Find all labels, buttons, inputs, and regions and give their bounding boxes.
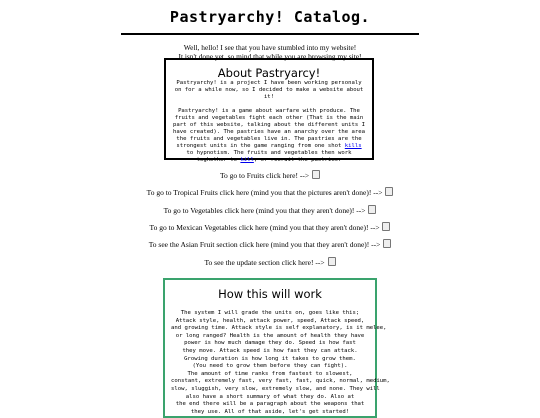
- page-title: Pastryarchy! Catalog.: [169, 8, 371, 26]
- about-heading: About Pastryarcy!: [217, 66, 321, 80]
- nav-label-vegetables: To go to Vegetables click here (mind you that they aren't done)! -->: [163, 206, 366, 215]
- kills-link[interactable]: kills: [344, 143, 362, 149]
- nav-row-asian-fruit: [0, 239, 540, 250]
- mexican-vegetables-button[interactable]: [382, 222, 390, 231]
- nav-row-vegetables: [0, 205, 540, 216]
- nav-row-updates: [0, 257, 540, 268]
- about-paragraph-1: Pastryarchy! is a project I have been working personaly on for a while now, so I decided to make a website about it!: [174, 80, 364, 100]
- how-line: the end there will be a paragraph about the weapons that: [175, 401, 365, 408]
- nav-label-updates: To see the update section click here! -->: [204, 258, 325, 267]
- how-line: or long ranged? Health is the amount of health they have: [175, 332, 365, 339]
- about-paragraph-2-start: Pastryarchy! is a game about warfare with produce. The fruits and vegetables fight each other (That is the main part of this website, talking about the different units I have created). The pastries have an anarchy over the area the fruits and vegetables live in. The pastries are the strongest units in the game ranging from one shot: [173, 108, 365, 149]
- tropical-fruits-button[interactable]: [385, 187, 393, 196]
- vegetables-button[interactable]: [368, 205, 376, 214]
- about-paragraph-2: [172, 108, 366, 164]
- fruits-button[interactable]: [312, 170, 320, 179]
- how-text: [171, 310, 390, 416]
- about-text: [172, 80, 366, 164]
- about-paragraph-2-middle: to hypnotism. The fruits and vegetables then work toghether to: [186, 150, 352, 163]
- how-line: they move. Attack speed is how fast they can attack.: [182, 347, 358, 354]
- how-it-works-section: [163, 278, 390, 418]
- how-line: they use. All of that aside, let's get started!: [190, 408, 350, 415]
- how-line: The amount of time ranks from fastest to slowest,: [187, 370, 353, 377]
- kill-link[interactable]: kill: [240, 157, 254, 163]
- asian-fruit-button[interactable]: [383, 239, 391, 248]
- how-line: constant, extremely fast, very fast, fast, quick, normal, medium,: [171, 378, 390, 385]
- nav-label-tropical-fruits: To go to Tropical Fruits click here (mind you that the pictures aren't done)! -->: [146, 188, 383, 197]
- how-line: The system I will grade the units on, goes like this;: [180, 310, 360, 316]
- how-line: Attack style, health, attack power, speed, Attack speed,: [175, 317, 365, 324]
- how-line: power is how much damage they do. Speed is how fast: [184, 340, 356, 347]
- how-line: (You need to grow them before they can fight).: [192, 363, 348, 370]
- nav-label-fruits: To go to Fruits click here! -->: [220, 171, 310, 180]
- nav-row-tropical-fruits: [0, 187, 540, 198]
- how-line: Growing duration is how long it takes to grow them.: [184, 355, 356, 362]
- nav-row-mexican-vegetables: [0, 222, 540, 233]
- about-paragraph-2-end: , or recruit the pastries.: [253, 157, 342, 163]
- nav-label-mexican-vegetables: To go to Mexican Vegetables click here (mind you that they aren't done)! -->: [149, 223, 380, 232]
- how-line: and growing time. Attack style is self explanatory, is it melee,: [171, 325, 387, 332]
- how-line: slow, sluggish, very slow, extremely slow, and none. They will: [171, 385, 380, 392]
- nav-label-asian-fruit: To see the Asian Fruit section click here (mind you that they aren't done)! -->: [148, 240, 381, 249]
- updates-button[interactable]: [328, 257, 336, 266]
- how-heading: How this will work: [218, 287, 322, 301]
- about-section: [164, 58, 374, 163]
- intro-line-2: It isn't done yet, so mind that while you are browsing my site!: [178, 52, 362, 61]
- nav-row-fruits: [0, 170, 540, 181]
- intro-line-1: Well, hello! I see that you have stumbled into my website!: [183, 43, 357, 52]
- title-divider: [121, 33, 419, 35]
- how-line: also have a short summary of what they do. Also at: [185, 393, 355, 400]
